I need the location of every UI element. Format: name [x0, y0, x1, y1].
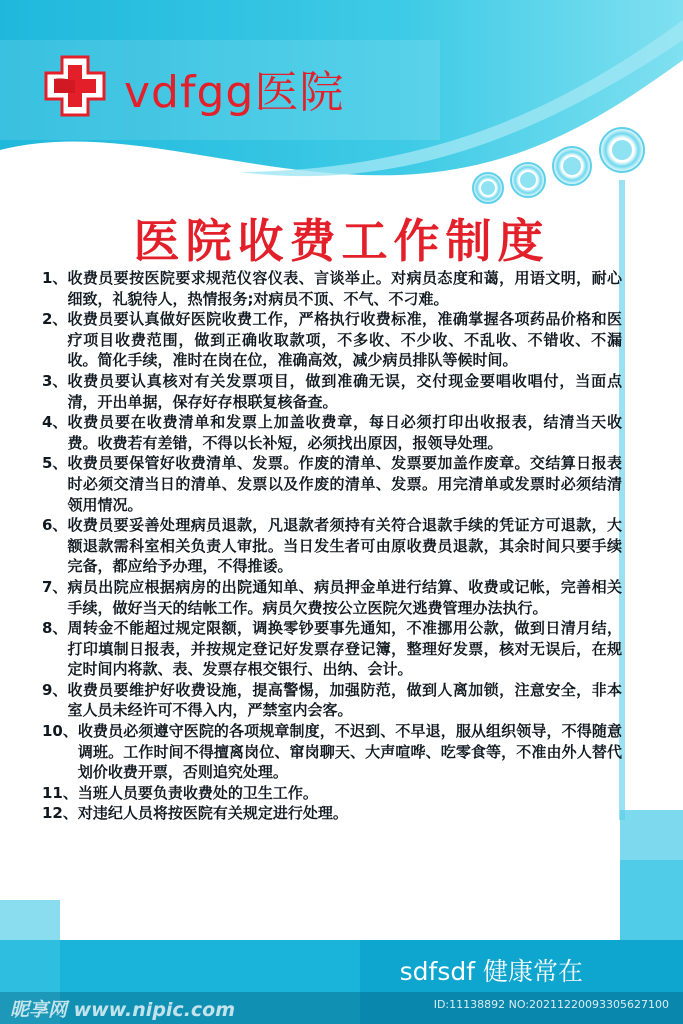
rule-item	[42, 515, 622, 577]
hospital-name: vdfgg医院	[124, 67, 345, 118]
rule-item	[42, 577, 622, 618]
rule-text: 周转金不能超过规定限额，调换零钞要事先通知，不准挪用公款，做到日清月结，打印填制日报表，并按规定登记好发票存登记簿，整理好发票，核对无误后，在规定时间内将款、表、发票存根交银行、出纳、会计。	[67, 619, 622, 679]
rule-item	[42, 309, 622, 371]
rule-text: 收费员要在收费清单和发票上加盖收费章，每日必须打印出收报表，结清当天收费。收费若有差错，不得以长补短，必须找出原因，报领导处理。	[67, 413, 622, 452]
rule-text: 收费员要妥善处理病员退款，凡退款者须持有关符合退款手续的凭证方可退款，大额退款需科室相关负责人审批。当日发生者可由原收费员退款，其余时间只要手续完备，都应给予办理，不得推诿。	[67, 516, 622, 576]
rule-number: 1、	[42, 269, 68, 287]
rule-text: 对违纪人员将按医院有关规定进行处理。	[77, 804, 348, 823]
rule-number: 7、	[42, 577, 68, 596]
rule-number: 11、	[42, 783, 78, 802]
red-cross-logo-icon	[44, 55, 106, 117]
footer-slogan: sdfsdf 健康常在	[399, 957, 583, 986]
rule-item	[42, 371, 622, 412]
rule-number: 12、	[42, 804, 78, 823]
rule-text: 收费员要维护好收费设施，提高警惕，加强防范，做到人离加锁，注意安全，非本室人员未经许可不得入内，严禁室内会客。	[67, 680, 622, 720]
rule-text: 收费员必须遵守医院的各项规章制度，不迟到、不早退，服从组织领导，不得随意调班。工作时间不得擅离岗位、窜岗聊天、大声喧哗、吃零食等，不准由外人替代划价收费开票，否则追究处理。	[77, 722, 622, 782]
rule-item	[42, 618, 622, 680]
rule-item	[42, 783, 622, 804]
rule-number: 3、	[42, 371, 68, 390]
rule-item	[42, 412, 622, 453]
rule-item	[42, 268, 622, 309]
rule-number: 2、	[42, 310, 68, 329]
rule-item	[42, 680, 622, 721]
rule-number: 5、	[42, 454, 68, 473]
rule-number: 10、	[42, 722, 78, 741]
watermark-site: 昵享网 www.nipic.com	[10, 999, 236, 1021]
rule-number: 6、	[42, 516, 68, 535]
rule-item	[42, 453, 622, 515]
rule-text: 当班人员要负责收费处的卫生工作。	[77, 783, 318, 802]
rule-text: 收费员要按医院要求规范仪容仪表、言谈举止。对病员态度和蔼，用语文明，耐心细致，礼貌待人，热情报务;对病员不顶、不气、不刁难。	[67, 269, 622, 308]
rule-item	[42, 803, 622, 824]
rule-text: 收费员要认真核对有关发票项目，做到准确无误，交付现金要唱收唱付，当面点清，开出单据，保存好存根联复核备查。	[67, 371, 622, 411]
page-title: 医院收费工作制度	[133, 214, 550, 268]
rules-list	[42, 268, 622, 824]
rule-item	[42, 721, 622, 783]
rule-number: 9、	[42, 680, 68, 699]
rule-text: 收费员要保管好收费清单、发票。作废的清单、发票要加盖作废章。交结算日报表时必须交清当日的清单、发票以及作废的清单、发票。用完清单或发票时必须结清领用情况。	[67, 454, 622, 514]
watermark-id: ID:11138892 NO:20211220093305627100	[433, 998, 669, 1011]
rule-number: 8、	[42, 619, 68, 638]
rule-text: 病员出院应根据病房的出院通知单、病员押金单进行结算、收费或记帐，完善相关手续，做好当天的结帐工作。病员欠费按公立医院欠逃费管理办法执行。	[67, 577, 622, 617]
rule-text: 收费员要认真做好医院收费工作，严格执行收费标准，准确掌握各项药品价格和医疗项目收费范围，做到正确收取款项，不多收、不少收、不乱收、不错收、不漏收。简化手续，准时在岗在位，准确高效，减少病员排队等候时间。	[67, 310, 622, 370]
rule-number: 4、	[42, 413, 68, 432]
